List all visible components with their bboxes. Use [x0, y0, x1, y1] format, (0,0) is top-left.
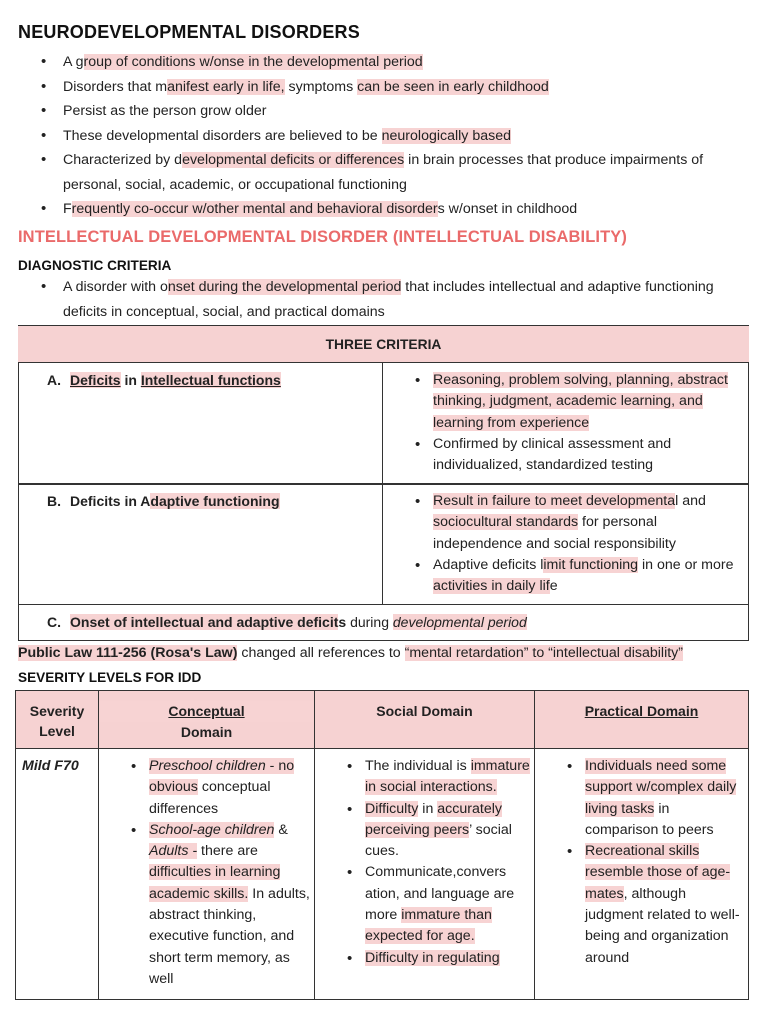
table-divider: [314, 690, 315, 1000]
list-item: • Reasoning, problem solving, planning, abstract thinking, judgment, academic learning, and learning from experience: [412, 370, 742, 434]
list-item: • Confirmed by clinical assessment and individualized, standardized testing: [412, 434, 742, 477]
rosas-law-note: Public Law 111-256 (Rosa's Law) changed all references to “mental retardation” to “intellectual disability”: [18, 645, 683, 661]
list-item: • Persist as the person grow older: [18, 99, 738, 124]
social-domain-header: Social Domain: [315, 691, 534, 748]
list-item: • Frequently co-occur w/other mental and behavioral disorders w/onset in childhood: [18, 197, 738, 222]
social-cell: [344, 756, 530, 969]
conceptual-domain-header: Conceptual Domain: [99, 691, 314, 748]
mild-level-label: Mild F70: [22, 758, 79, 774]
list-item: • School-age children & Adults - there are difficulties in learning academic skills. In adults, abstract thinking, executive function, and short term memory, as well: [128, 820, 310, 990]
list-item: • A group of conditions w/onse in the developmental period: [18, 50, 738, 75]
practical-cell: [564, 756, 746, 969]
list-item: • Preschool children - no obvious conceptual differences: [128, 756, 310, 820]
criterion-b-details: [412, 491, 742, 597]
list-item: • Communicate,convers ation, and language are more immature than expected for age.: [344, 862, 530, 947]
table-divider: [382, 362, 383, 604]
list-item: • Result in failure to meet developmental and sociocultural standards for personal independence and social responsibility: [412, 491, 742, 555]
section-title: INTELLECTUAL DEVELOPMENTAL DISORDER (INTELLECTUAL DISABILITY): [18, 228, 627, 246]
list-item: • A disorder with onset during the developmental period that includes intellectual and adaptive functioning deficits in conceptual, social, and practical domains: [18, 275, 738, 324]
list-item: • Difficulty in accurately perceiving peers’ social cues.: [344, 799, 530, 863]
diagnostic-bullet-list: [18, 275, 738, 324]
list-item: • Difficulty in regulating: [344, 948, 530, 969]
table-divider: [15, 748, 749, 749]
list-item: • These developmental disorders are believed to be neurologically based: [18, 124, 738, 149]
diagnostic-criteria-heading: DIAGNOSTIC CRITERIA: [18, 258, 172, 273]
criterion-a-details: [412, 370, 742, 476]
list-item: • Recreational skills resemble those of age-mates, although judgment related to well-being and organization around: [564, 841, 746, 969]
criteria-table-header: THREE CRITERIA: [18, 326, 749, 363]
table-divider: [98, 690, 99, 1000]
criterion-c-row: C. Onset of intellectual and adaptive deficits during developmental period: [47, 614, 527, 630]
list-item: • Individuals need some support w/complex daily living tasks in comparison to peers: [564, 756, 746, 841]
list-item: • Characterized by developmental deficits or differences in brain processes that produce impairments of personal, social, academic, or occupational functioning: [18, 148, 738, 197]
practical-domain-header: Practical Domain: [535, 691, 748, 748]
criterion-b-label: B. Deficits in Adaptive functioning: [47, 493, 280, 509]
table-divider: [18, 604, 749, 605]
list-item: • The individual is immature in social interactions.: [344, 756, 530, 799]
page-title: NEURODEVELOPMENTAL DISORDERS: [18, 22, 360, 42]
table-divider: [18, 483, 749, 485]
table-divider: [18, 362, 749, 363]
severity-heading: SEVERITY LEVELS FOR IDD: [18, 670, 202, 685]
criterion-a-label: A. Deficits in Intellectual functions: [47, 372, 281, 388]
severity-level-header: Severity Level: [16, 691, 98, 748]
list-item: • Adaptive deficits limit functioning in one or more activities in daily life: [412, 555, 742, 598]
intro-bullet-list: [18, 50, 738, 222]
table-divider: [534, 690, 535, 1000]
list-item: • Disorders that manifest early in life, symptoms can be seen in early childhood: [18, 75, 738, 100]
conceptual-cell: [128, 756, 310, 990]
